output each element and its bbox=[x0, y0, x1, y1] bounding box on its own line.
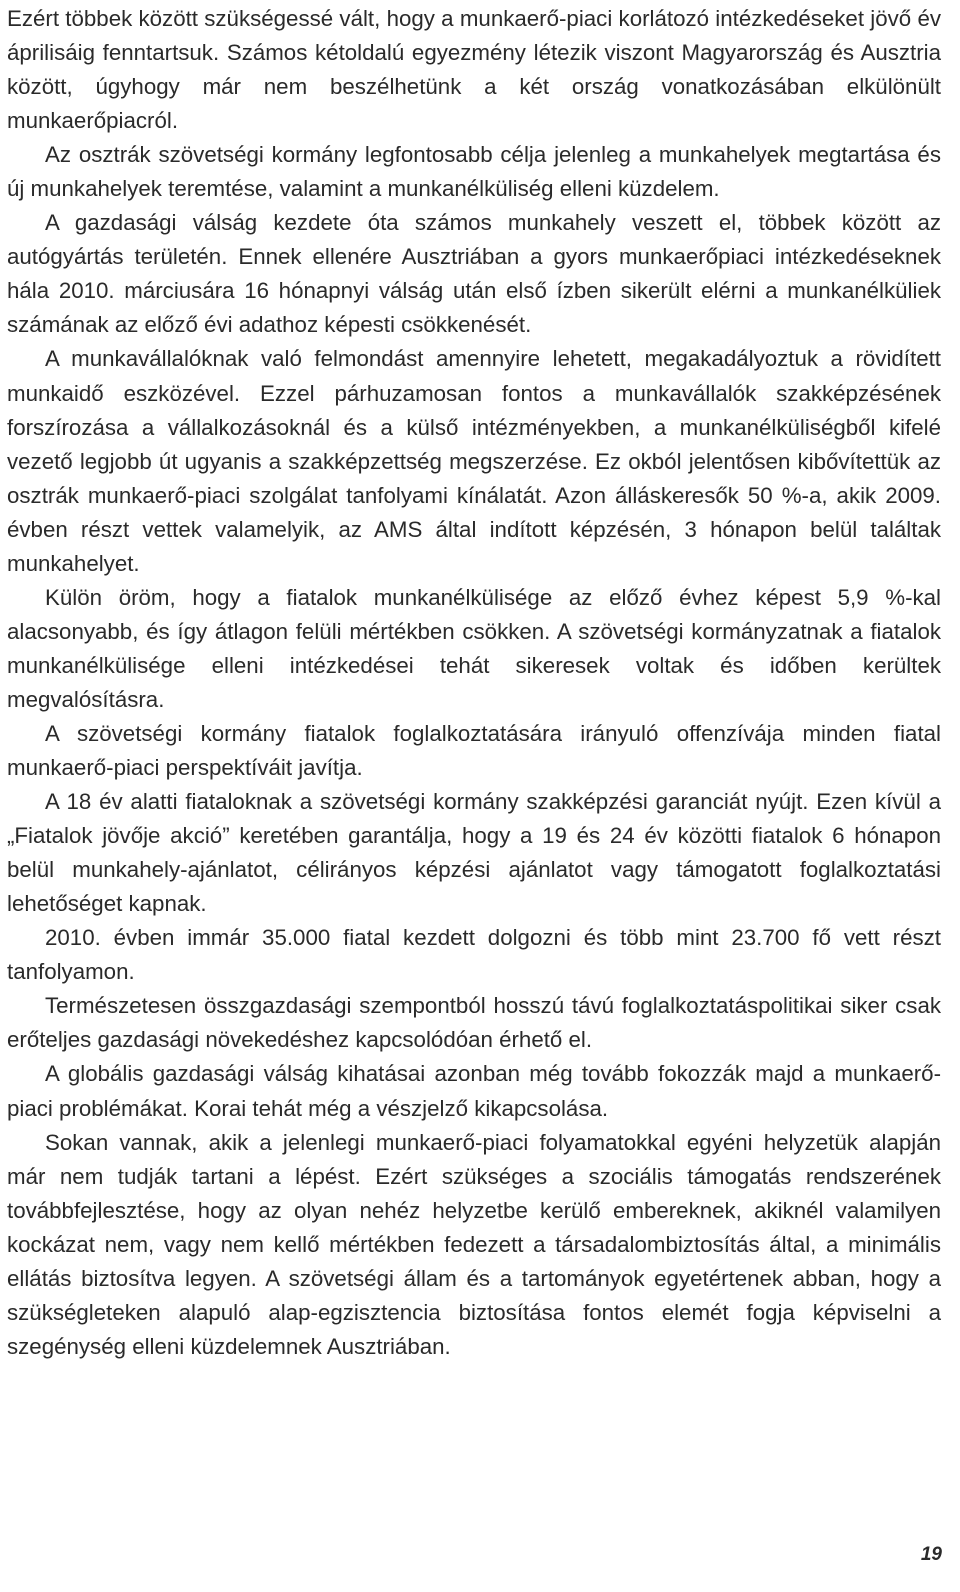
paragraph: A szövetségi kormány fiatalok foglalkoztatására irányuló offenzívája minden fiatal munkaerő-piaci perspektíváit javítja. bbox=[7, 720, 941, 781]
paragraph: Természetesen összgazdasági szempontból hosszú távú foglalkoztatáspolitikai siker csak erőteljes gazdasági növekedéshez kapcsolódóan érhető el. bbox=[7, 993, 941, 1053]
paragraph: Az osztrák szövetségi kormány legfontosabb célja jelenleg a munkahelyek megtartása és új munkahelyek teremtése, valamint a munkanélküliség elleni küzdelem. bbox=[7, 142, 941, 202]
paragraph: A globális gazdasági válság kihatásai azonban még tovább fokozzák majd a munkaerő-piaci problémákat. Korai tehát még a vészjelző kikapcsolása. bbox=[7, 1061, 941, 1121]
paragraph: A 18 év alatti fiataloknak a szövetségi kormány szakképzési garanciát nyújt. Ezen kívül a „Fiatalok jövője akció” keretében garantálja, hogy a 19 és 24 év közötti fiatalok 6 hónapon belül munkahely-ajánlatot, célirányos képzési ajánlatot vagy támogatott foglalkoztatási lehetőséget kapnak. bbox=[7, 789, 941, 917]
paragraph: 2010. évben immár 35.000 fiatal kezdett dolgozni és több mint 23.700 fő vett részt tanfolyamon. bbox=[7, 925, 941, 985]
paragraph: Sokan vannak, akik a jelenlegi munkaerő-piaci folyamatokkal egyéni helyzetük alapján már nem tudják tartani a lépést. Ezért szükséges a szociális támogatás rendszerének továbbfejlesztése, hogy az olyan nehéz helyzetbe kerülő embereknek, akiknél valamilyen kockázat nem, vagy nem kellő mértékben fedezett a társadalombiztosítás által, a minimális ellátás biztosítva legyen. A szövetségi állam és a tartományok egyetértenek abban, hogy a szükségleteken alapuló alap-egzisztencia biztosítása fontos elemét fogja képviselni a szegénység elleni küzdelemnek Ausztriában. bbox=[7, 1129, 941, 1359]
paragraph: A munkavállalóknak való felmondást amennyire lehetett, megakadályoztuk a rövidített munkaidő eszközével. Ezzel párhuzamosan fontos a munkavállalók szakképzésének forszírozása a vállalkozásoknál és a külső intézményekben, a munkanélküliségből kifelé vezető legjobb út ugyanis a szakképzettség megszerzése. Ez okból jelentősen kibővítettük az osztrák munkaerő-piaci szolgálat tanfolyami kínálatát. Azon álláskeresők 50 %-a, akik 2009. évben részt vettek valamelyik, az AMS által indított képzésén, 3 hónapon belül találtak munkahelyet. bbox=[7, 346, 941, 576]
paragraph: Külön öröm, hogy a fiatalok munkanélkülisége az előző évhez képest 5,9 %-kal alacsonyabb, és így átlagon felüli mértékben csökken. A szövetségi kormányzatnak a fiatalok munkanélkülisége elleni intézkedései tehát sikeresek voltak és időben kerültek megvalósításra. bbox=[7, 584, 941, 712]
paragraph: Ezért többek között szükségessé vált, hogy a munkaerő-piaci korlátozó intézkedéseket jövő év áprilisáig fenntartsuk. Számos kétoldalú egyezmény létezik viszont Magyarország és Ausztria között, úgyhogy már nem beszélhetünk a két ország vonatkozásában elkülönült munkaerőpiacról. bbox=[7, 6, 941, 134]
paragraph: A gazdasági válság kezdete óta számos munkahely veszett el, többek között az autógyártás területén. Ennek ellenére Ausztriában a gyors munkaerőpiaci intézkedéseknek hála 2010. márciusára 16 hónapnyi válság után első ízben sikerült elérni a munkanélküliek számának az előző évi adathoz képesti csökkenését. bbox=[7, 210, 941, 338]
page-number: 19 bbox=[920, 1544, 942, 1565]
body-text bbox=[7, 2, 941, 1364]
